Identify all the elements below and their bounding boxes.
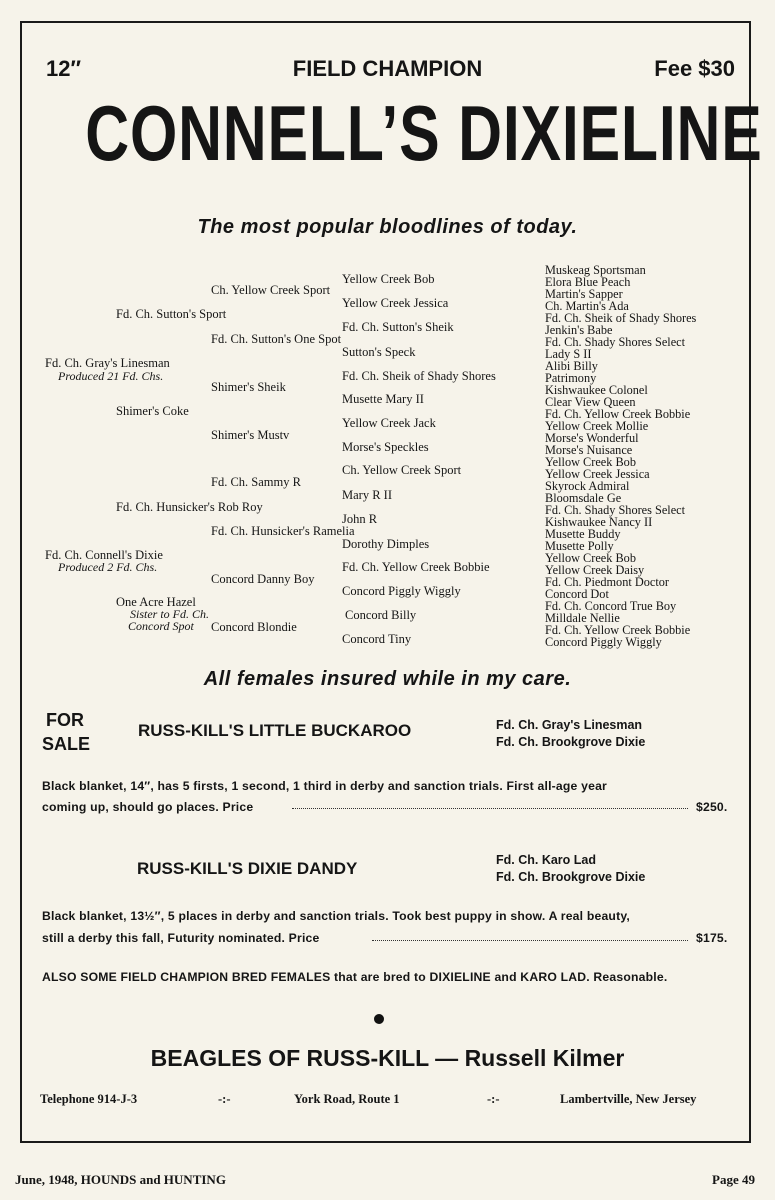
pedigree-gen2-item: Fd. Ch. Hunsicker's Rob Roy (116, 500, 263, 514)
pedigree-gen5-item: Fd. Ch. Sheik of Shady Shores (545, 311, 697, 325)
size-label: 12″ (46, 56, 82, 81)
separator: -:- (218, 1092, 231, 1106)
pedigree-gen4-item: Yellow Creek Bob (342, 272, 435, 286)
pedigree-gen4-item: Fd. Ch. Sheik of Shady Shores (342, 369, 496, 383)
pedigree-gen2-note: Sister to Fd. Ch. (130, 607, 210, 621)
pedigree-gen3-item: Fd. Ch. Sutton's One Spot (211, 332, 342, 346)
dog2-price-leader (372, 940, 688, 941)
pedigree-gen5-item: Fd. Ch. Concord True Boy (545, 599, 677, 613)
for-sale-label: FOR (46, 710, 84, 730)
pedigree-gen5-item: Yellow Creek Daisy (545, 563, 645, 577)
pedigree-gen4-item: Musette Mary II (342, 392, 424, 406)
pedigree-gen5-item: Yellow Creek Mollie (545, 419, 649, 433)
pedigree-gen5-list (545, 264, 696, 648)
pedigree-dam-note: Produced 2 Fd. Chs. (58, 560, 158, 574)
kennel-name: BEAGLES OF RUSS-KILL — Russell Kilmer (150, 1045, 625, 1071)
pedigree-gen5-item: Muskeag Sportsman (545, 263, 646, 277)
pedigree-gen4-item: Concord Tiny (342, 632, 412, 646)
pedigree-gen3-item: Ch. Yellow Creek Sport (211, 283, 331, 297)
issue-line: June, 1948, HOUNDS and HUNTING (15, 1172, 226, 1187)
page-number: Page 49 (712, 1172, 755, 1187)
pedigree-gen4-item: John R (342, 512, 378, 526)
tagline: The most popular bloodlines of today. (197, 216, 578, 238)
for-sale-label: SALE (42, 734, 91, 754)
pedigree-gen5-item: Kishwaukee Colonel (545, 383, 648, 397)
pedigree-gen5-item: Musette Buddy (545, 527, 621, 541)
dog2-sire: Fd. Ch. Karo Lad (496, 853, 596, 867)
pedigree-gen5-item: Concord Dot (545, 587, 609, 601)
pedigree-gen3-item: Concord Blondie (211, 620, 297, 634)
pedigree-gen5-item: Yellow Creek Jessica (545, 467, 650, 481)
pedigree-gen4-item: Concord Billy (345, 608, 417, 622)
pedigree-gen5-item: Fd. Ch. Yellow Creek Bobbie (545, 407, 691, 421)
pedigree-gen4-item: Mary R II (342, 488, 392, 502)
pedigree-gen3-item: Fd. Ch. Sammy R (211, 475, 301, 489)
pedigree-dam: Fd. Ch. Connell's Dixie (45, 548, 163, 562)
pedigree-gen5-item: Morse's Wonderful (545, 431, 639, 445)
pedigree-gen4-item: Morse's Speckles (342, 440, 429, 454)
dog2-dam: Fd. Ch. Brookgrove Dixie (496, 870, 646, 884)
pedigree-gen5-item: Bloomsdale Ge (545, 491, 622, 505)
pedigree-gen5-item: Concord Piggly Wiggly (545, 635, 662, 649)
pedigree-gen3-item: Shimer's Sheik (211, 380, 286, 394)
pedigree-gen4-item: Yellow Creek Jack (342, 416, 436, 430)
pedigree-gen5-item: Elora Blue Peach (545, 275, 631, 289)
pedigree-gen3-item: Concord Danny Boy (211, 572, 315, 586)
females-note: ALSO SOME FIELD CHAMPION BRED FEMALES that are bred to DIXIELINE and KARO LAD. Reasonable. (42, 970, 668, 984)
pedigree-gen5-item: Fd. Ch. Yellow Creek Bobbie (545, 623, 691, 637)
dog2-price: $175. (696, 931, 728, 945)
dog1-description: Black blanket, 14″, has 5 firsts, 1 second, 1 third in derby and sanction trials. First all-age year (42, 779, 607, 793)
dog1-description: coming up, should go places. Price (42, 800, 254, 814)
pedigree-gen2-item: One Acre Hazel (116, 595, 196, 609)
kennel-road: York Road, Route 1 (294, 1092, 400, 1106)
pedigree-gen4-item: Concord Piggly Wiggly (342, 584, 461, 598)
fee-label: Fee $30 (654, 56, 735, 81)
kennel-town: Lambertville, New Jersey (560, 1092, 697, 1106)
pedigree-gen5-item: Fd. Ch. Shady Shores Select (545, 503, 686, 517)
dog1-price: $250. (696, 800, 728, 814)
pedigree-gen5-item: Patrimony (545, 371, 597, 385)
ad-title: CONNELL’S DIXIELINE (85, 89, 763, 177)
pedigree-gen2-item: Fd. Ch. Sutton's Sport (116, 307, 227, 321)
pedigree-gen5-item: Fd. Ch. Piedmont Doctor (545, 575, 669, 589)
dog1-sire: Fd. Ch. Gray's Linesman (496, 718, 643, 732)
insurance-note: All females insured while in my care. (203, 668, 572, 690)
pedigree-sire: Fd. Ch. Gray's Linesman (45, 356, 170, 370)
pedigree-gen5-item: Alibi Billy (545, 359, 598, 373)
separator: -:- (487, 1092, 500, 1106)
pedigree-gen5-item: Yellow Creek Bob (545, 551, 636, 565)
pedigree-gen4-item: Fd. Ch. Yellow Creek Bobbie (342, 560, 490, 574)
dog2-description: still a derby this fall, Futurity nominated. Price (42, 931, 320, 945)
dog1-name: RUSS-KILL'S LITTLE BUCKAROO (138, 721, 412, 740)
bullet-dot (374, 1014, 384, 1024)
pedigree-gen5-item: Lady S II (545, 347, 592, 361)
pedigree-gen5-item: Fd. Ch. Shady Shores Select (545, 335, 686, 349)
dog2-description: Black blanket, 13½″, 5 places in derby and sanction trials. Took best puppy in show. A real beauty, (42, 909, 630, 923)
pedigree-gen4-item: Yellow Creek Jessica (342, 296, 449, 310)
pedigree-gen4-item: Fd. Ch. Sutton's Sheik (342, 320, 454, 334)
dog2-name: RUSS-KILL'S DIXIE DANDY (137, 859, 358, 878)
pedigree-gen5-item: Yellow Creek Bob (545, 455, 636, 469)
pedigree-gen5-item: Clear View Queen (545, 395, 636, 409)
pedigree-sire-note: Produced 21 Fd. Chs. (58, 369, 164, 383)
pedigree-gen3-item: Shimer's Mustv (211, 428, 290, 442)
pedigree-gen5-item: Skyrock Admiral (545, 479, 630, 493)
pedigree-gen5-item: Milldale Nellie (545, 611, 620, 625)
pedigree-gen5-item: Jenkin's Babe (545, 323, 613, 337)
kennel-telephone: Telephone 914-J-3 (40, 1092, 138, 1106)
pedigree-gen4-item: Sutton's Speck (342, 345, 416, 359)
pedigree-gen2-item: Shimer's Coke (116, 404, 189, 418)
field-champion-label: FIELD CHAMPION (292, 56, 483, 81)
pedigree-gen3-item: Fd. Ch. Hunsicker's Ramelia (211, 524, 355, 538)
pedigree-gen4-item: Ch. Yellow Creek Sport (342, 463, 462, 477)
pedigree-gen4-item: Dorothy Dimples (342, 537, 430, 551)
dog1-price-leader (292, 808, 688, 809)
pedigree-gen5-item: Kishwaukee Nancy II (545, 515, 653, 529)
dog1-dam: Fd. Ch. Brookgrove Dixie (496, 735, 646, 749)
pedigree-gen5-item: Morse's Nuisance (545, 443, 633, 457)
pedigree-gen5-item: Martin's Sapper (545, 287, 623, 301)
pedigree-gen2-note: Concord Spot (128, 619, 194, 633)
pedigree-gen5-item: Ch. Martin's Ada (545, 299, 629, 313)
pedigree-gen5-item: Musette Polly (545, 539, 614, 553)
